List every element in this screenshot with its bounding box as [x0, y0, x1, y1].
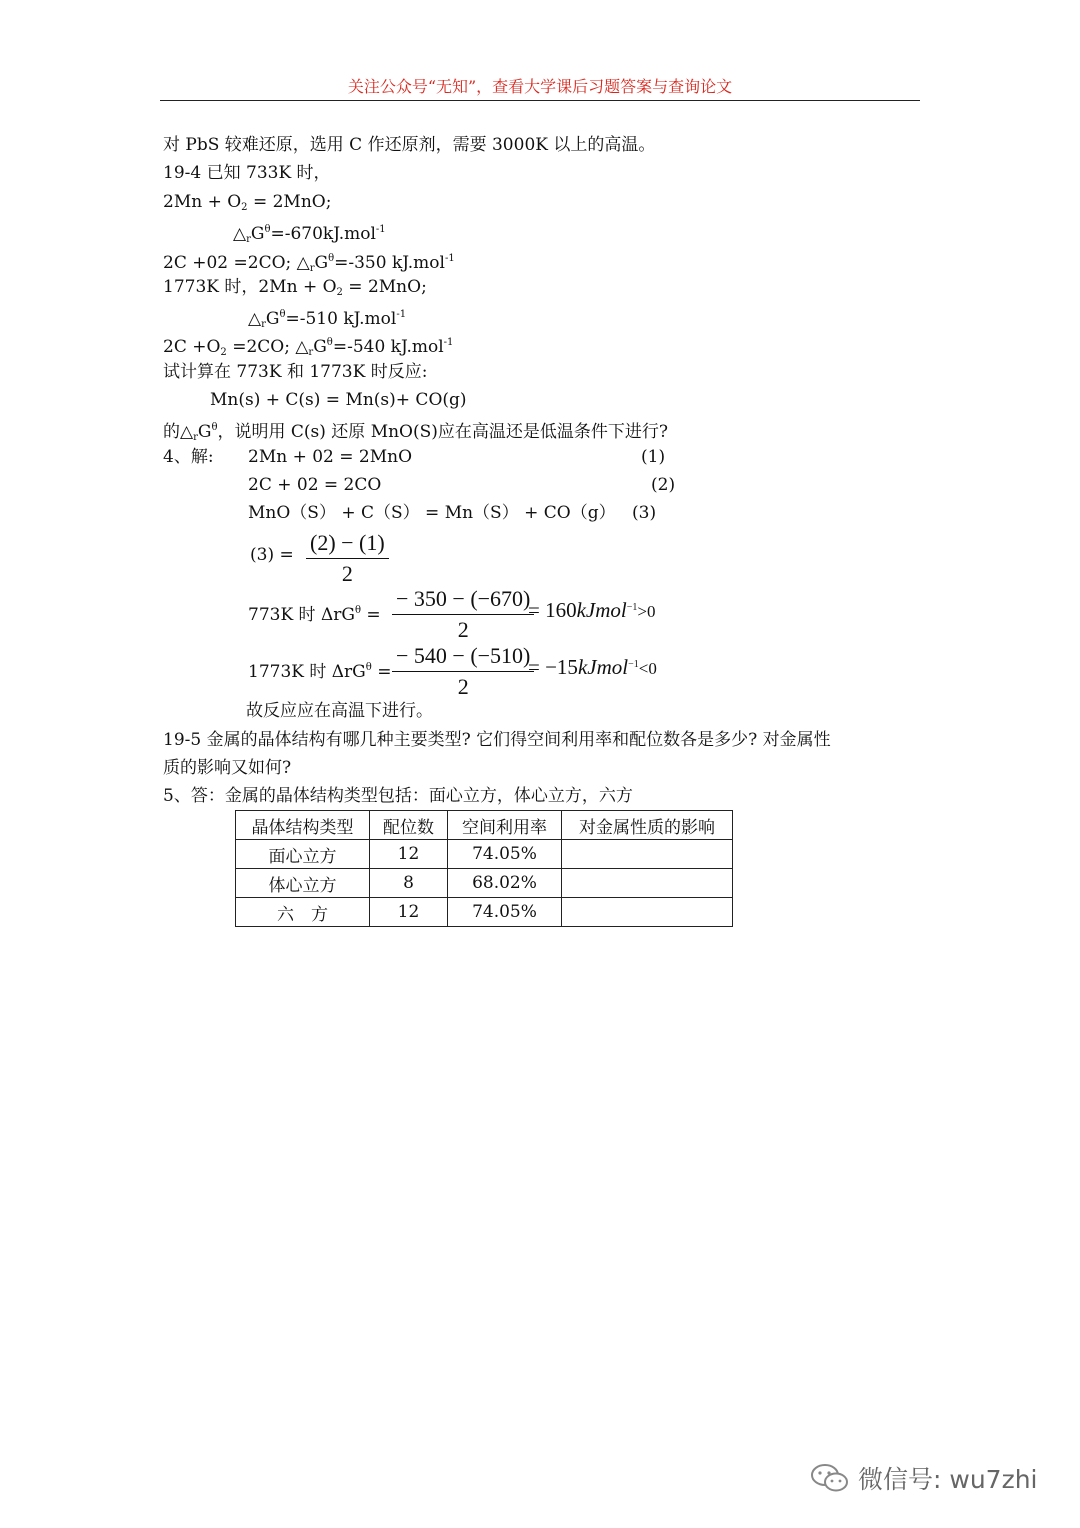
table-cell: 8: [370, 869, 448, 898]
table-cell: 74.05%: [448, 840, 562, 869]
reaction-line: 2C +02 =2CO; $\triangle_rG^\theta=-350$ kJ.mol$^{-1}$: [163, 253, 455, 274]
table-header-cell: 空间利用率: [448, 811, 562, 840]
table-row: [236, 869, 733, 898]
reaction-line: $2Mn + O_2 = 2MnO$;: [163, 192, 332, 213]
table-row: [236, 898, 733, 927]
fraction-denominator: 2: [457, 617, 469, 642]
fraction-denominator: 2: [457, 674, 469, 699]
wechat-icon: [810, 1462, 850, 1494]
table-header-cell: 晶体结构类型: [236, 811, 370, 840]
problem-19-4-title: 19-4 已知 733K 时，: [163, 163, 331, 183]
problem-19-5-title: 19-5 金属的晶体结构有哪几种主要类型? 它们得空间利用率和配位数各是多少? 对金属性: [163, 730, 831, 750]
equation-5-rhs: = 160kJmol$^{-1}$>0: [528, 598, 656, 622]
equation-4-lhs: (3) =: [250, 545, 294, 565]
table-cell: [562, 898, 733, 927]
table-header-cell: 对金属性质的影响: [562, 811, 733, 840]
text-line: 试计算在 773K 和 1773K 时反应:: [163, 362, 428, 382]
table-cell: 12: [370, 898, 448, 927]
table-cell: 68.02%: [448, 869, 562, 898]
table-cell: 六 方: [236, 898, 370, 927]
equation-5-lhs: 773K 时 ΔrG$^\theta$ =: [248, 605, 381, 625]
table-cell: [562, 869, 733, 898]
fraction: [392, 586, 534, 643]
table-cell: 74.05%: [448, 898, 562, 927]
page-header: 关注公众号“无知”，查看大学课后习题答案与查询论文: [160, 74, 920, 101]
table-cell: 12: [370, 840, 448, 869]
fraction: [306, 530, 389, 587]
fraction-numerator: − 350 − (−670): [392, 586, 534, 615]
equation-number: (1): [641, 447, 666, 467]
reaction-line: $2C +O_2 =2CO$; $\triangle_rG^\theta=-540$ kJ.mol$^{-1}$: [163, 337, 454, 358]
fraction-numerator: − 540 − (−510): [392, 643, 534, 672]
watermark-text: 微信号: wu7zhi: [858, 1465, 1038, 1494]
solution-label: 4、解:: [163, 447, 214, 467]
table-cell: 体心立方: [236, 869, 370, 898]
gibbs-line: $\triangle_rG^\theta=-510$ kJ.mol$^{-1}$: [248, 309, 407, 330]
table-cell: 面心立方: [236, 840, 370, 869]
text-line: 的$\triangle_rG^\theta$，说明用 C(s) 还原 MnO(S)应在高温还是低温条件下进行?: [163, 422, 669, 443]
text-line: 对 PbS 较难还原，选用 C 作还原剂，需要 3000K 以上的高温。: [163, 135, 656, 155]
answer-line: 5、答：金属的晶体结构类型包括：面心立方，体心立方，六方: [163, 786, 633, 806]
fraction-denominator: 2: [341, 561, 353, 586]
problem-19-5-title-cont: 质的影响又如何?: [163, 758, 292, 778]
equation-6-lhs: 1773K 时 ΔrG$^\theta$ =: [248, 662, 392, 682]
equation-6-rhs: = −15kJmol$^{-1}$<0: [528, 655, 657, 679]
crystal-structure-table: [235, 810, 733, 927]
table-cell: [562, 840, 733, 869]
fraction-numerator: (2) − (1): [306, 530, 389, 559]
equation-2: 2C + 02 = 2CO: [248, 475, 382, 495]
equation-number: (2): [651, 475, 676, 495]
reaction-line: Mn(s) + C(s) = Mn(s)+ CO(g): [210, 390, 467, 410]
table-header-cell: 配位数: [370, 811, 448, 840]
wechat-watermark: [810, 1458, 1037, 1498]
table-row: [236, 840, 733, 869]
gibbs-line: $\triangle_rG^\theta=-670kJ.mol^{-1}$: [233, 224, 386, 245]
conclusion: 故反应应在高温下进行。: [246, 701, 433, 721]
equation-1: 2Mn + 02 = 2MnO: [248, 447, 413, 467]
table-header-row: [236, 811, 733, 840]
equation-3: MnO（S） + C（S） = Mn（S） + CO（g）: [248, 503, 616, 523]
fraction: [392, 643, 534, 700]
equation-number: (3): [632, 503, 657, 523]
reaction-line: 1773K 时，$2Mn + O_2 = 2MnO$;: [163, 277, 427, 298]
